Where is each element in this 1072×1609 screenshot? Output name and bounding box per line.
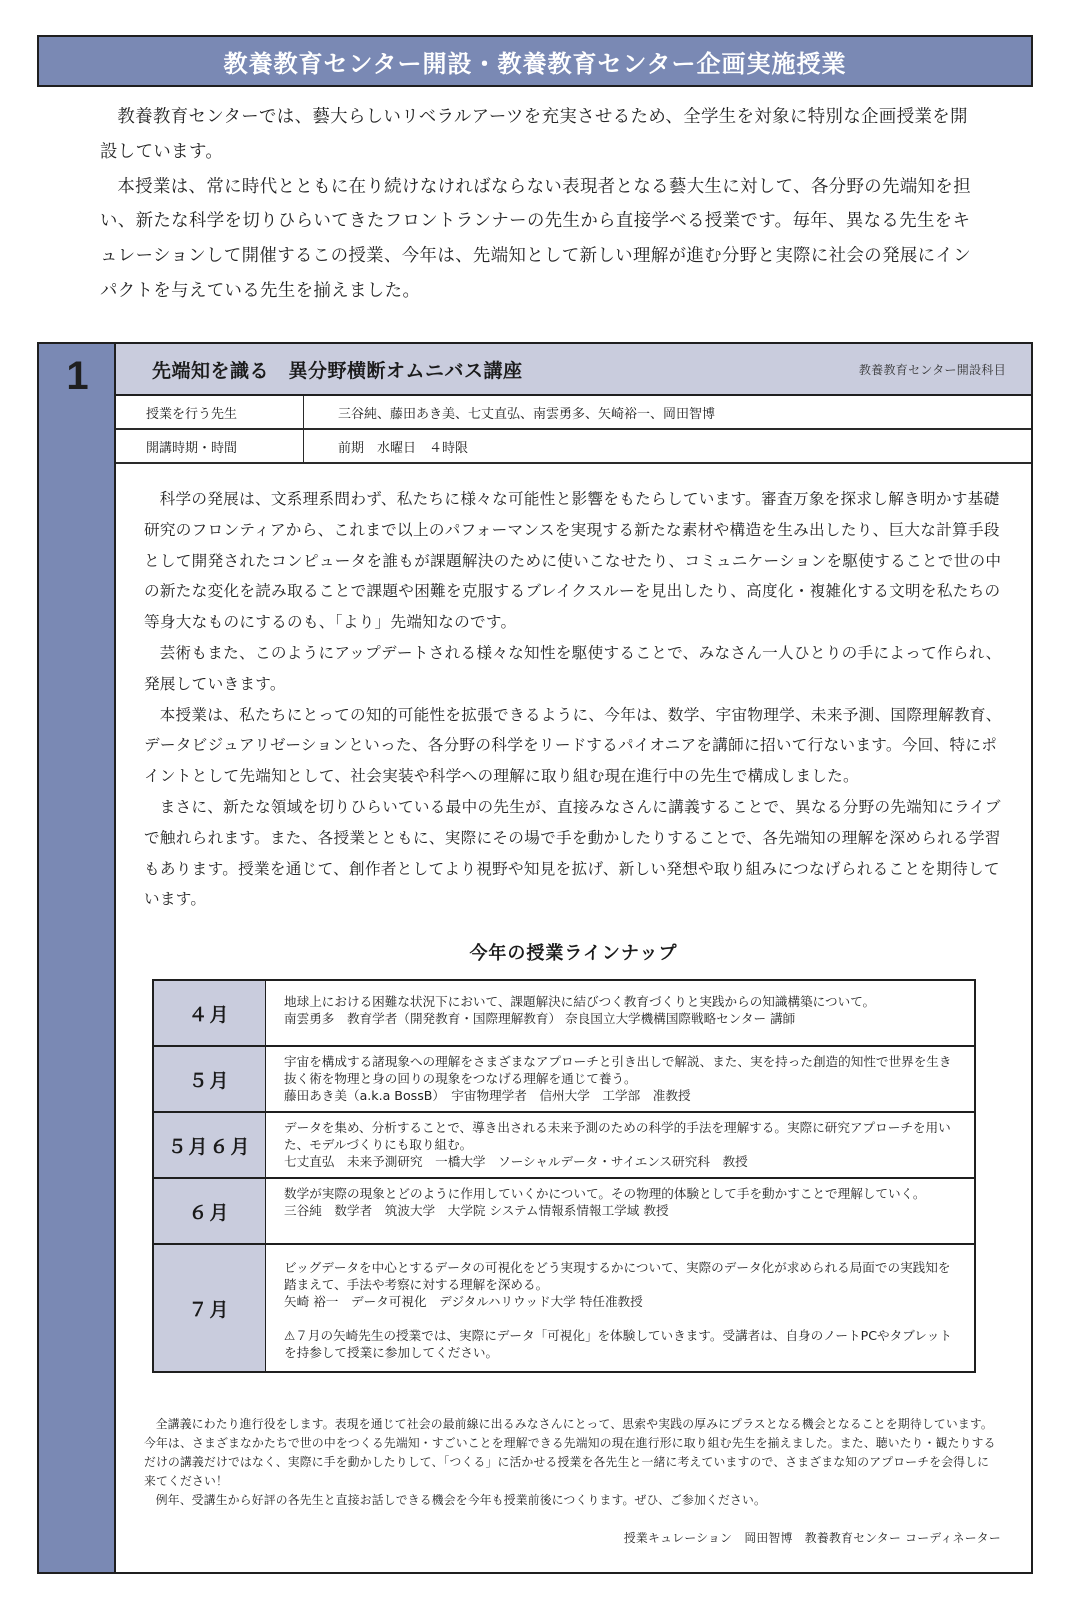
lineup-summary: データを集め、分析することで、導き出される未来予測のための科学的手法を理解する。実際に研究アプローチを用いた、モデルづくりにも取り組む。 xyxy=(284,1120,951,1153)
lineup-table xyxy=(152,979,976,1373)
lineup-summary: ビッグデータを中心とするデータの可視化をどう実現するかについて、実際のデータ化が求められる局面での実践知を踏まえて、手法や考察に対する理解を深める。 xyxy=(284,1260,951,1293)
lineup-summary: 宇宙を構成する諸現象への理解をさまざまなアプローチと引き出しで解説、また、実を持った創造的知性で世界を生き抜く術を物理と身の回りの現象をつなげる理解を通じて養う。 xyxy=(284,1054,952,1087)
lineup-month: ６月 xyxy=(154,1179,266,1243)
lineup-month: ４月 xyxy=(154,981,266,1045)
lineup-row xyxy=(154,981,974,1047)
lineup-note: ⚠７月の矢崎先生の授業では、実際にデータ「可視化」を体験していきます。受講者は、自身のノートPCやタブレットを持参して授業に参加してください。 xyxy=(284,1328,952,1361)
lineup-details xyxy=(266,1113,974,1177)
closing-paragraph: 全講義にわたり進行役をします。表現を通じて社会の最前線に出るみなさんにとって、思索や実践の厚みにプラスとなる機会となることを期待しています。今年は、さまざまなかたちで世の中をつくる先端知・すごいことを理解できる先端知の現在進行形に取り組む先生を揃えました。また、聴いたり・観たりするだけの講義だけではなく、実際に手を動かしたりして、「つくる」に活かせる授業を各先生と一緒に考えていますので、さまざまな知のアプローチを会得しに来てください！ xyxy=(144,1417,996,1489)
lineup-month: ５月６月 xyxy=(154,1113,266,1177)
description-paragraph: まさに、新たな領域を切りひらいている最中の先生が、直接みなさんに講義することで、異なる分野の先端知にライブで触れられます。また、各授業とともに、実際にその場で手を動かしたりすることで、各先端知の理解を深められる学習もあります。授業を通じて、創作者としてより視野や知見を拡げ、新しい発想や取り組みにつなげられることを期待しています。 xyxy=(144,797,1001,909)
lineup-summary: 地球上における困難な状況下において、課題解決に結びつく教育づくりと実践からの知識構築について。 xyxy=(284,994,876,1010)
lineup-month: ７月 xyxy=(154,1245,266,1371)
description-paragraph: 科学の発展は、文系理系問わず、私たちに様々な可能性と影響をもたらしています。審査万象を探求し解き明かす基礎研究のフロンティアから、これまで以上のパフォーマンスを実現する新たな素材や構造を生み出したり、巨大な計算手段として開発されたコンピュータを誰もが課題解決のために使いこなせたり、コミュニケーションを駆使することで世の中の新たな変化を読み取ることで課題や困難を克服するブレイクスルーを見出したり、高度化・複雑化する文明を私たちの等身大なものにするのも、「より」先端知なのです。 xyxy=(144,490,1002,632)
lineup-month: ５月 xyxy=(154,1047,266,1111)
info-label: 開講時期・時間 xyxy=(116,430,304,462)
info-value: 三谷純、藤田あき美、七丈直弘、南雲勇多、矢崎裕一、岡田智博 xyxy=(338,406,716,422)
description-paragraph: 本授業は、私たちにとっての知的可能性を拡張できるように、今年は、数学、宇宙物理学、未来予測、国際理解教育、データビジュアリゼーションといった、各分野の科学をリードするパイオニアを講師に招いて行ないます。今回、特にポイントとして先端知として、社会実装や科学への理解に取り組む現在進行中の先生で構成しました。 xyxy=(144,705,1002,786)
lineup-lecturer: 矢崎 裕一 データ可視化 デジタルハリウッド大学 特任准教授 xyxy=(284,1294,643,1310)
lineup-details xyxy=(266,981,974,1045)
course-header xyxy=(116,344,1031,396)
course-description xyxy=(116,464,1031,915)
lineup-details xyxy=(266,1047,974,1111)
lineup-row xyxy=(154,1113,974,1179)
lineup-lecturer: 三谷純 数学者 筑波大学 大学院 システム情報系情報工学域 教授 xyxy=(284,1203,669,1219)
description-paragraph: 芸術もまた、このようにアップデートされる様々な知性を駆使することで、みなさん一人ひとりの手によって作られ、発展していきます。 xyxy=(144,643,1002,693)
lineup-details xyxy=(266,1245,974,1371)
intro-text xyxy=(100,100,980,309)
lineup-row xyxy=(154,1245,974,1371)
lineup-row xyxy=(154,1047,974,1113)
info-value: 前期 水曜日 ４時限 xyxy=(338,440,469,456)
intro-paragraph: 本授業は、常に時代とともに在り続けなければならない表現者となる藝大生に対して、各分野の先端知を担い、新たな科学を切りひらいてきたフロントランナーの先生から直接学べる授業です。毎年、異なる先生をキュレーションして開催するこの授業、今年は、先端知として新しい理解が進む分野と実際に社会の発展にインパクトを与えている先生を揃えました。 xyxy=(100,176,972,301)
lineup-summary: 数学が実際の現象とどのように作用していくかについて。その物理的体験として手を動かすことで理解していく。 xyxy=(284,1186,926,1202)
lineup-lecturer: 七丈直弘 未来予測研究 一橋大学 ソーシャルデータ・サイエンス研究科 教授 xyxy=(284,1154,748,1170)
info-label: 授業を行う先生 xyxy=(116,396,304,428)
info-row-teachers xyxy=(116,396,1031,430)
course-tag: 教養教育センター開設科目 xyxy=(858,362,1006,377)
page-banner xyxy=(37,35,1033,87)
closing-paragraph: 例年、受講生から好評の各先生と直接お話しできる機会を今年も授業前後につくります。ぜひ、ご参加ください。 xyxy=(155,1493,766,1508)
info-row-schedule xyxy=(116,430,1031,464)
course-body xyxy=(116,344,1031,1572)
banner-title: 教養教育センター開設・教養教育センター企画実施授業 xyxy=(223,49,847,78)
lineup-title: 今年の授業ラインナップ xyxy=(469,943,678,965)
lineup-lecturer: 藤田あき美（a.k.a BossB） 宇宙物理学者 信州大学 工学部 准教授 xyxy=(284,1088,691,1104)
course-title: 先端知を識る 異分野横断オムニバス講座 xyxy=(152,359,523,382)
course-number: 1 xyxy=(66,354,89,398)
course-number-column xyxy=(39,344,116,1572)
intro-paragraph: 教養教育センターでは、藝大らしいリベラルアーツを充実させるため、全学生を対象に特別な企画授業を開設しています。 xyxy=(100,107,968,162)
lineup-row xyxy=(154,1179,974,1245)
course-section xyxy=(37,342,1033,1574)
lineup-lecturer: 南雲勇多 教育学者（開発教育・国際理解教育） 奈良国立大学機構国際戦略センター 講師 xyxy=(284,1011,796,1027)
closing-text xyxy=(116,1373,1031,1548)
lineup-details xyxy=(266,1179,974,1243)
signature: 授業キュレーション 岡田智博 教養教育センター コーディネーター xyxy=(623,1531,1001,1546)
